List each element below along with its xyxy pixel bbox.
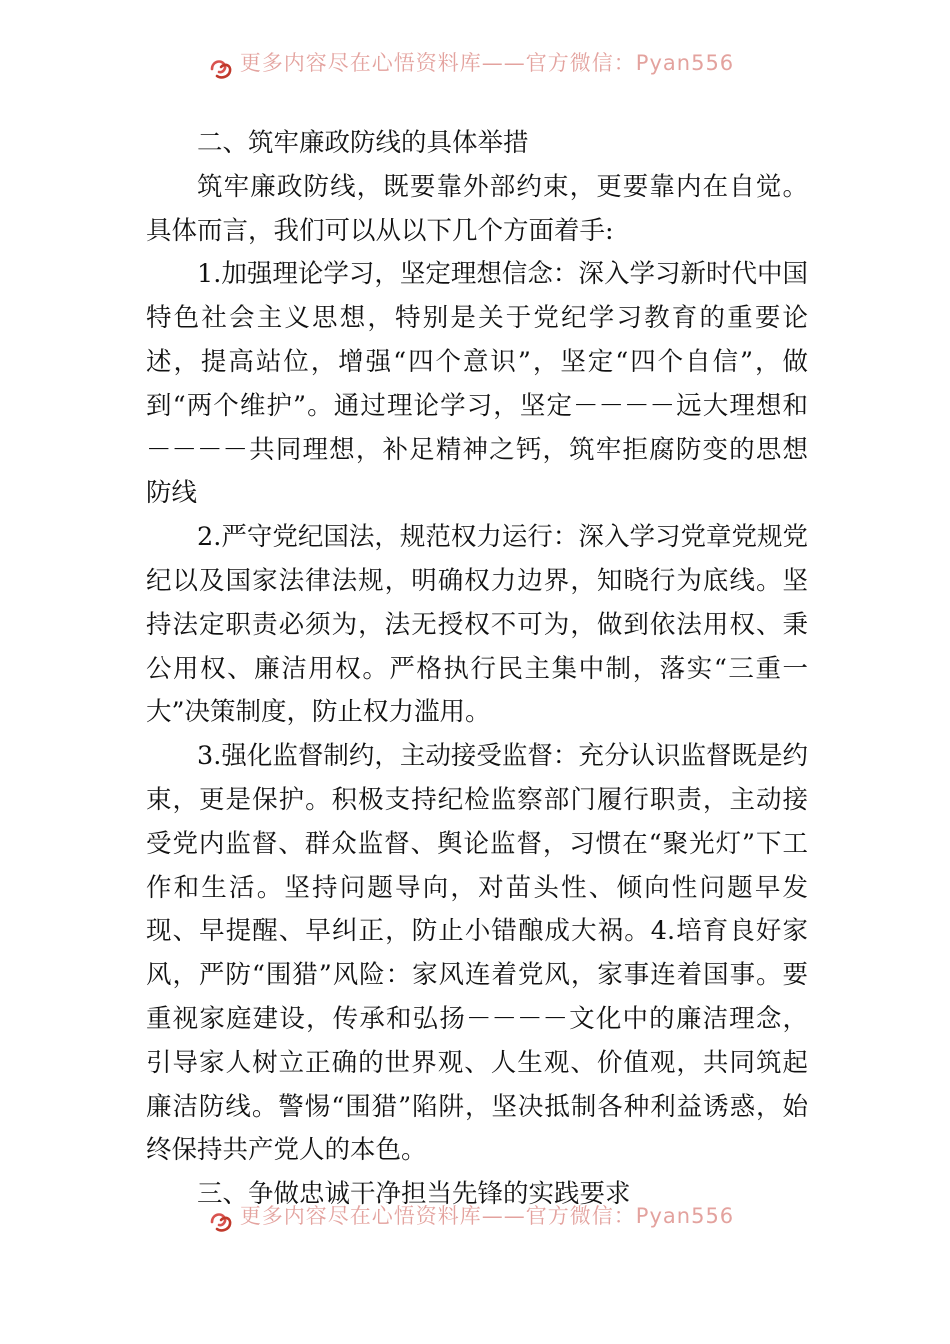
footer-watermark [0,1205,950,1237]
paragraph-intro: 筑牢廉政防线，既要靠外部约束，更要靠内在自觉。具体而言，我们可以从以下几个方面着手: [146,171,808,246]
watermark-text: 更多内容尽在心悟资料库——官方微信：Pyan556 [239,52,735,75]
watermark-text: 更多内容尽在心悟资料库——官方微信：Pyan556 [239,1205,735,1228]
section-heading-3: 三、争做忠诚干净担当先锋的实践要求 [197,1179,631,1210]
section-heading-2: 二、筑牢廉政防线的具体举措 [197,128,529,158]
watermark-logo-icon [208,1208,234,1234]
watermark-logo-icon [208,55,234,81]
paragraph-item-2: 2.严守党纪国法，规范权力运行：深入学习党章党规党纪以及国家法律法规，明确权力边界，知晓行为底线。坚持法定职责必须为，法无授权不可为，做到依法用权、秉公用权、廉洁用权。严格执行民主集中制，落实“三重一大”决策制度，防止权力滥用。 [146,522,808,728]
paragraph-item-3-4: 3.强化监督制约，主动接受监督：充分认识监督既是约束，更是保护。积极支持纪检监察部门履行职责，主动接受党内监督、群众监督、舆论监督，习惯在“聚光灯”下工作和生活。坚持问题导向，对苗头性、倾向性问题早发现、早提醒、早纠正，防止小错酿成大祸。4.培育良好家风，严防“围猎”风险：家风连着党风，家事连着国事。要重视家庭建设，传承和弘扬－－－－文化中的廉洁理念，引导家人树立正确的世界观、人生观、价值观，共同筑起廉洁防线。警惕“围猎”陷阱，坚决抵制各种利益诱惑，始终保持共产党人的本色。 [146,741,808,1166]
paragraph-item-1: 1.加强理论学习，坚定理想信念：深入学习新时代中国特色社会主义思想，特别是关于党纪学习教育的重要论述，提高站位，增强“四个意识”，坚定“四个自信”，做到“两个维护”。通过理论学习，坚定－－－－远大理想和－－－－共同理想，补足精神之钙，筑牢拒腐防变的思想防线 [146,259,808,509]
document-body [146,122,808,1217]
header-watermark [0,52,950,84]
